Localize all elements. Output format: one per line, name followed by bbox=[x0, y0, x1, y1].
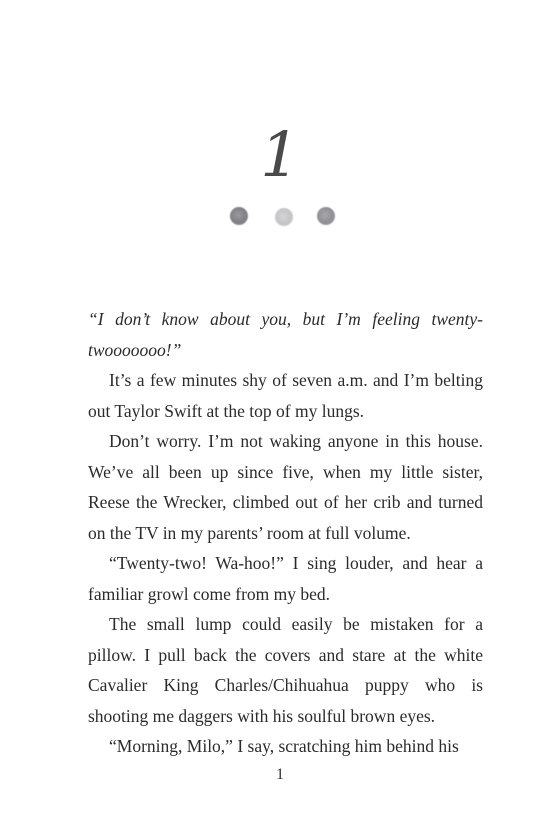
body-paragraph: “Twenty-two! Wa-hoo!” I sing louder, and hear a familiar growl come from my bed. bbox=[88, 553, 483, 604]
body-paragraph: Don’t worry. I’m not waking anyone in this house. We’ve all been up since five, when my little sister, Reese the Wrecker, climbed out of her crib and turned on the TV in my parents’ room at full volume. bbox=[88, 431, 483, 543]
page-number: 1 bbox=[276, 766, 284, 783]
chapter-ornament bbox=[0, 207, 560, 227]
ornament-dot bbox=[317, 207, 335, 225]
chapter-body bbox=[88, 304, 483, 762]
ornament-dot bbox=[275, 208, 293, 226]
ornament-dot bbox=[230, 207, 248, 225]
body-paragraph: The small lump could easily be mistaken for a pillow. I pull back the covers and stare at the white Cavalier King Charles/Chihuahua puppy who is shooting me daggers with his soulful brown eyes. bbox=[88, 614, 483, 726]
epigraph-paragraph: “I don’t know about you, but I’m feeling twenty-twooooooo!” bbox=[88, 309, 483, 360]
body-paragraph: “Morning, Milo,” I say, scratching him behind his bbox=[109, 736, 459, 756]
chapter-number: 1 bbox=[260, 118, 300, 191]
body-paragraph: It’s a few minutes shy of seven a.m. and I’m belting out Taylor Swift at the top of my lungs. bbox=[88, 370, 483, 421]
